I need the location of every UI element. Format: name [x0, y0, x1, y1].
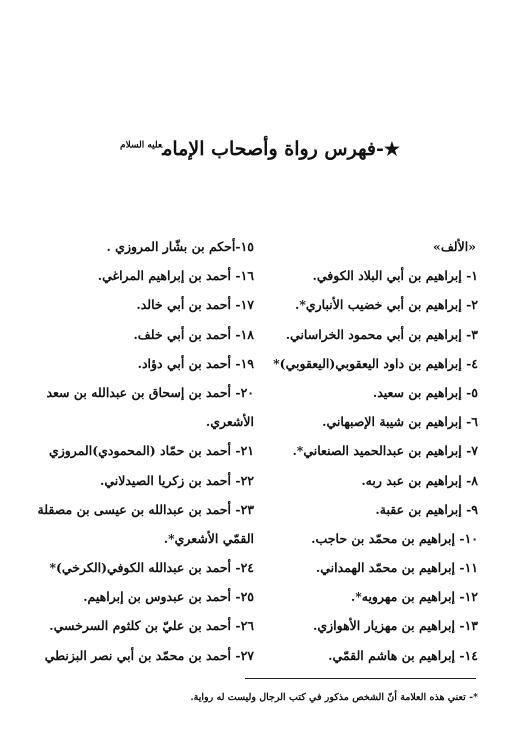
index-title-honorific: عليه السلام [120, 140, 163, 151]
index-entry: ١٦- أحمد بن إبراهيم المراغي. [97, 268, 254, 284]
index-entry: ٨- إبراهيم بن عبد ربه. [361, 472, 478, 488]
index-entry: ١٧- أحمد بن أبي خالد. [136, 297, 254, 313]
footnote-divider [245, 678, 476, 679]
index-entry: ٦- إبراهيم بن شيبة الإصبهاني. [322, 414, 478, 430]
index-entry: ١٥-أحكم بن بشّار المروزي . [106, 239, 254, 254]
index-entry: ٢٧- أحمد بن محمّد بن أبي نصر البزنطي [44, 647, 254, 663]
index-entry-continuation: القمّي الأشعري*. [163, 530, 254, 546]
index-entry: ٢٦- أحمد بن عليّ بن كلثوم السرخسي. [49, 618, 254, 634]
left-column [18, 232, 254, 670]
index-entry: ١٣- إبراهيم بن مهزيار الأهوازي. [312, 618, 478, 634]
index-entry-continuation: الأشعري. [205, 414, 254, 430]
index-entry: ٢٥- أحمد بن عبدوس بن إبراهيم. [83, 589, 254, 605]
index-entry: ١٤- إبراهيم بن هاشم القمّي. [328, 647, 478, 663]
index-entry: ٩- إبراهيم بن عقبة. [375, 501, 478, 517]
index-title [60, 138, 460, 160]
index-entry: ٢١- أحمد بن حمّاد (المحمودي)المروزي [48, 443, 254, 459]
index-entry: ٣- إبراهيم بن أبي محمود الخراساني. [285, 326, 478, 342]
index-entry: ١٨- أحمد بن أبي خلف. [133, 326, 254, 342]
index-entry: ١٩- أحمد بن أبي دؤاد. [137, 355, 254, 371]
star-icon: ★ [383, 139, 400, 160]
index-entry: ٢- إبراهيم بن أبي خضيب الأنباري*. [294, 297, 478, 313]
index-entry: ٢٢- أحمد بن زكريا الصيدلاني. [99, 472, 254, 488]
index-entry: ١٠- إبراهيم بن محمّد بن حاجب. [311, 530, 478, 546]
footnote: *- تعني هذه العلامة أنّ الشخص مذكور في كتب الرجال وليست له رواية. [190, 692, 478, 703]
index-entry: ٤- إبراهيم بن داود اليعقوبي(اليعقوبي)* [273, 355, 478, 371]
index-entry: ٢٠- أحمد بن إسحاق بن عبدالله بن سعد [46, 384, 254, 400]
index-entry: ٢٤- أحمد بن عبدالله الكوفي(الكرخي)* [49, 560, 254, 576]
section-heading-alif: «الألف» [433, 239, 476, 254]
index-entry: ١١- إبراهيم بن محمّد الهمداني. [315, 560, 478, 576]
index-title-text: -فهرس رواة وأصحاب الإمام [162, 138, 384, 160]
index-entry: ٥- إبراهيم بن سعيد. [372, 384, 478, 400]
index-entry: ٢٣- أحمد بن عبدالله بن عيسى بن مصقلة [37, 501, 254, 517]
right-column [273, 232, 478, 670]
index-entry: ١٢- إبراهيم بن مهرويه*. [350, 589, 478, 605]
index-entry: ٧- إبراهيم بن عبدالحميد الصنعاني*. [292, 443, 478, 459]
index-entry: ١- إبراهيم بن أبي البلاد الكوفي. [312, 268, 478, 284]
